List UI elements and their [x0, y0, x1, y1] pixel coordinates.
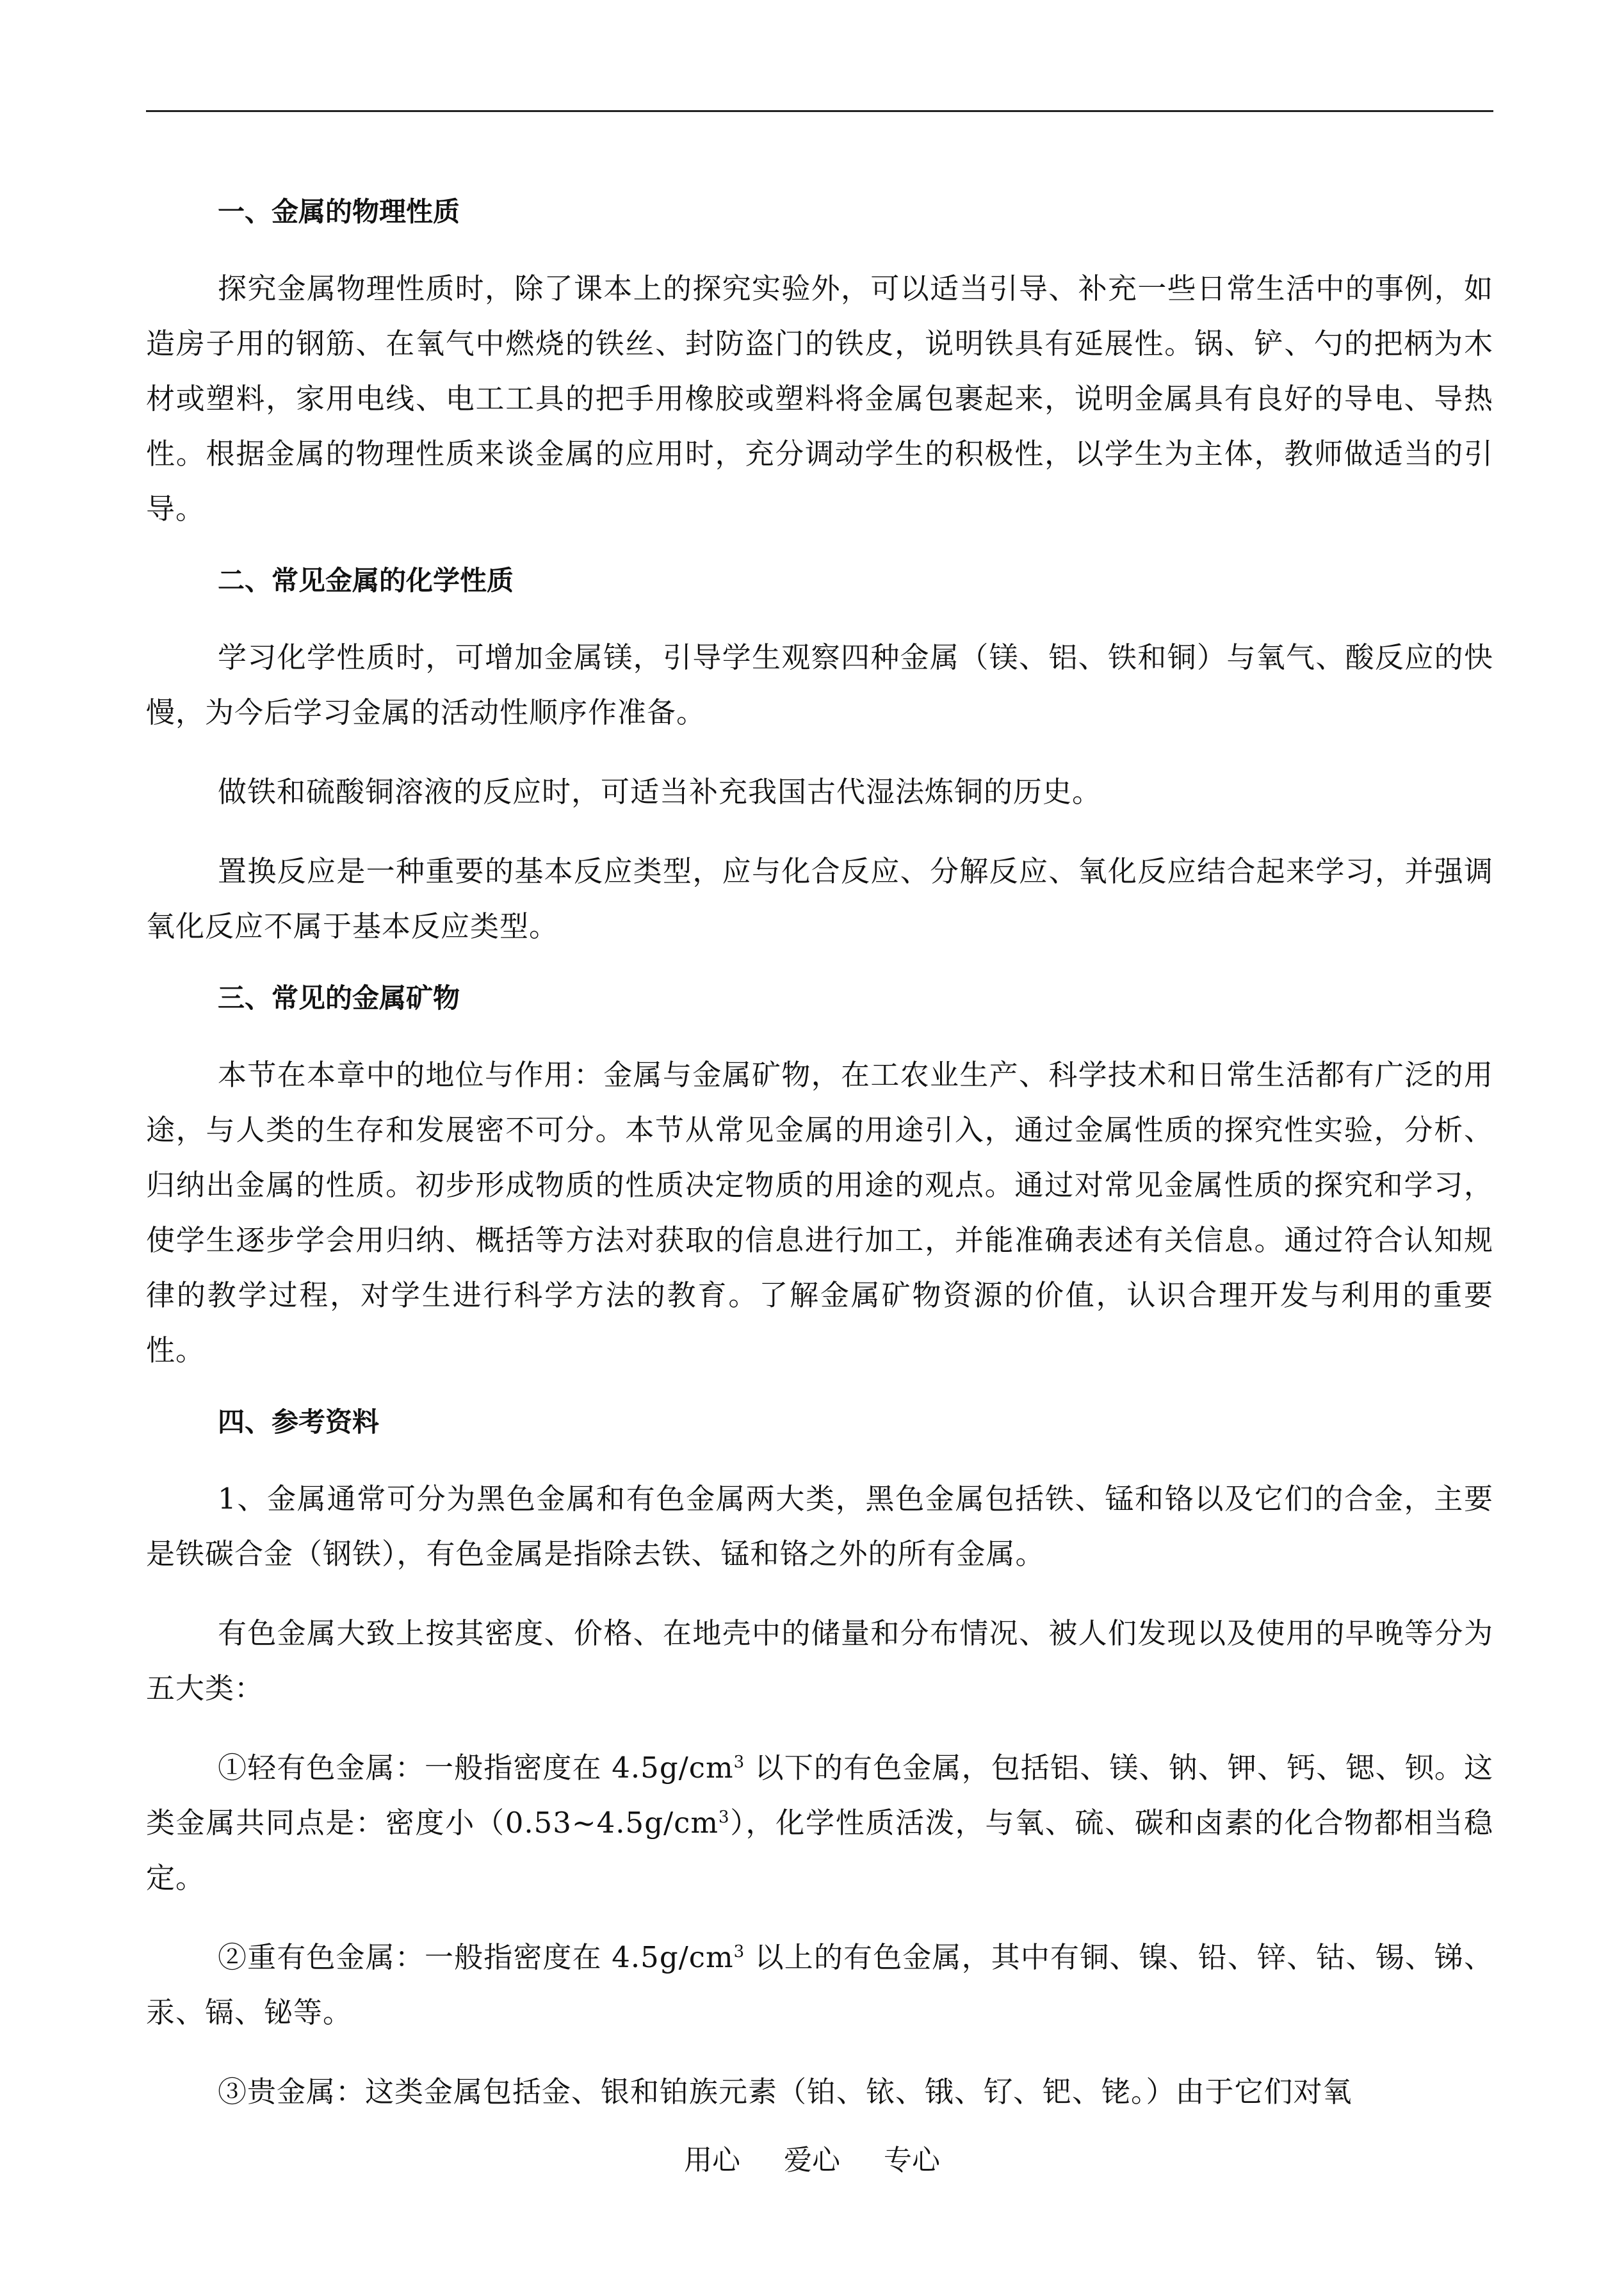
- footer-motto-1: 用心: [684, 2144, 740, 2177]
- paragraph-references-2: 有色金属大致上按其密度、价格、在地壳中的储量和分布情况、被人们发现以及使用的早晚等分为五大类：: [146, 1616, 1493, 1705]
- light-metals-sup-1: 3: [733, 1753, 745, 1772]
- footer-motto-2: 爱心: [784, 2144, 840, 2177]
- paragraph-references-1: 1、金属通常可分为黑色金属和有色金属两大类，黑色金属包括铁、锰和铬以及它们的合金，主要是铁碳合金（钢铁），有色金属是指除去铁、锰和铬之外的所有金属。: [146, 1482, 1493, 1571]
- section-heading-chemical-properties: 二、常见金属的化学性质: [218, 565, 514, 596]
- paragraph-chemical-properties-2: 做铁和硫酸铜溶液的反应时，可适当补充我国古代湿法炼铜的历史。: [218, 775, 1102, 809]
- paragraph-light-metals: [146, 1740, 1493, 1906]
- light-metals-sup-2: 3: [719, 1808, 730, 1827]
- paragraph-physical-properties: 探究金属物理性质时，除了课本上的探究实验外，可以适当引导、补充一些日常生活中的事例，如造房子用的钢筋、在氧气中燃烧的铁丝、封防盗门的铁皮，说明铁具有延展性。锅、铲、勺的把柄为木材或塑料，家用电线、电工工具的把手用橡胶或塑料将金属包裹起来，说明金属具有良好的导电、导热性。根据金属的物理性质来谈金属的应用时，充分调动学生的积极性，以学生为主体，教师做适当的引导。: [146, 272, 1493, 526]
- section-heading-physical-properties: 一、金属的物理性质: [218, 196, 460, 227]
- document-body: [146, 192, 1493, 2136]
- paragraph-precious-metals: ③贵金属：这类金属包括金、银和铂族元素（铂、铱、锇、钌、钯、铑。）由于它们对氧: [218, 2075, 1352, 2109]
- heavy-metals-text-2: 以上的有色金属，其中有铜、镍、铅、锌、钴、锡、锑、汞、镉、铋等。: [146, 1940, 1494, 2029]
- paragraph-chemical-properties-1: 学习化学性质时，可增加金属镁，引导学生观察四种金属（镁、铝、铁和铜）与氧气、酸反应的快慢，为今后学习金属的活动性顺序作准备。: [146, 640, 1493, 729]
- page-footer: [0, 2141, 1624, 2180]
- paragraph-metal-minerals: 本节在本章中的地位与作用：金属与金属矿物，在工农业生产、科学技术和日常生活都有广泛的用途，与人类的生存和发展密不可分。本节从常见金属的用途引入，通过金属性质的探究性实验，分析、归纳出金属的性质。初步形成物质的性质决定物质的用途的观点。通过对常见金属性质的探究和学习，使学生逐步学会用归纳、概括等方法对获取的信息进行加工，并能准确表述有关信息。通过符合认知规律的教学过程，对学生进行科学方法的教育。了解金属矿物资源的价值，认识合理开发与利用的重要性。: [146, 1058, 1493, 1367]
- header-rule: [146, 110, 1493, 112]
- light-metals-text-2: 以下的有色金属，包括铝、镁、钠、钾、钙、锶、钡。这类金属共同点是：密度小（0.53~4.5g/cm: [146, 1751, 1494, 1840]
- light-metals-text-3: ），化学性质活泼，与氧、硫、碳和卤素的化合物都相当稳定。: [146, 1806, 1493, 1895]
- section-heading-references: 四、参考资料: [218, 1406, 380, 1438]
- paragraph-heavy-metals: [146, 1930, 1493, 2040]
- heavy-metals-text-1: ②重有色金属：一般指密度在 4.5g/cm: [218, 1940, 734, 1974]
- paragraph-chemical-properties-3: 置换反应是一种重要的基本反应类型，应与化合反应、分解反应、氧化反应结合起来学习，并强调氧化反应不属于基本反应类型。: [146, 854, 1493, 943]
- light-metals-text-1: ①轻有色金属：一般指密度在 4.5g/cm: [218, 1751, 734, 1785]
- heavy-metals-sup-1: 3: [733, 1942, 745, 1961]
- footer-motto-3: 专心: [884, 2144, 940, 2177]
- section-heading-metal-minerals: 三、常见的金属矿物: [218, 982, 460, 1014]
